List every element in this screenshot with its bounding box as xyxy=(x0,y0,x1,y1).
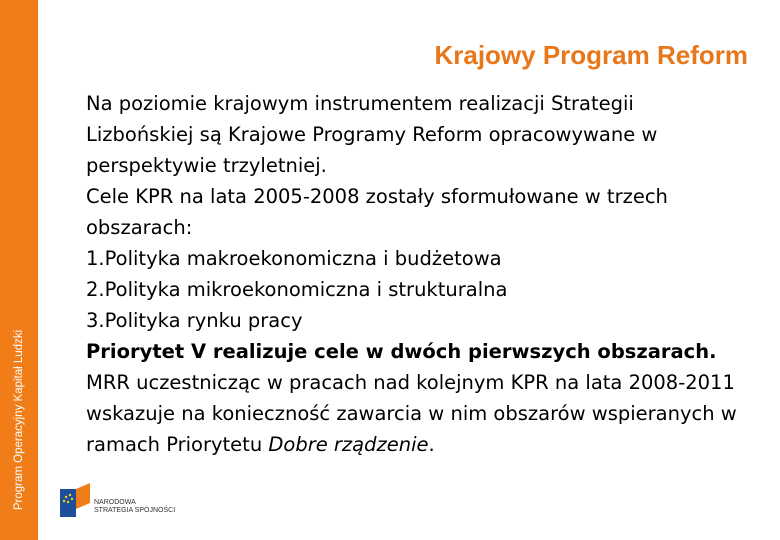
page-title: Krajowy Program Reform xyxy=(434,40,748,70)
nss-logo-icon xyxy=(60,483,90,519)
slide-content xyxy=(86,88,746,460)
nss-logo xyxy=(60,483,190,523)
paragraph-mrr-text: MRR uczestnicząc w pracach nad kolejnym KPR na lata 2008-2011 wskazuje na konieczność zawarcia w nim obszarów wspieranych w ramach Priorytetu xyxy=(86,371,737,456)
nss-logo-line1: NARODOWA xyxy=(94,499,136,506)
nss-logo-line2: STRATEGIA SPÓJNOŚCI xyxy=(94,507,176,514)
paragraph-mrr-italic: Dobre rządzenie xyxy=(268,433,429,456)
sidebar xyxy=(0,0,38,540)
sidebar-program-label: Program Operacyjny Kapitał Ludzki xyxy=(13,329,25,511)
paragraph-goals: Cele KPR na lata 2005-2008 zostały sformułowane w trzech obszarach: xyxy=(86,185,668,239)
list-item-2: 2.Polityka mikroekonomiczna i strukturalna xyxy=(86,278,508,301)
paragraph-mrr xyxy=(86,367,746,460)
paragraph-priority: Priorytet V realizuje cele w dwóch pierwszych obszarach. xyxy=(86,340,717,363)
paragraph-intro: Na poziomie krajowym instrumentem realizacji Strategii Lizbońskiej są Krajowe Programy Reform opracowywane w perspektywie trzyletniej. xyxy=(86,92,658,177)
list-item-1: 1.Polityka makroekonomiczna i budżetowa xyxy=(86,247,502,270)
list-item-3: 3.Polityka rynku pracy xyxy=(86,309,303,332)
nss-logo-text xyxy=(94,499,175,515)
paragraph-mrr-end: . xyxy=(428,433,435,456)
